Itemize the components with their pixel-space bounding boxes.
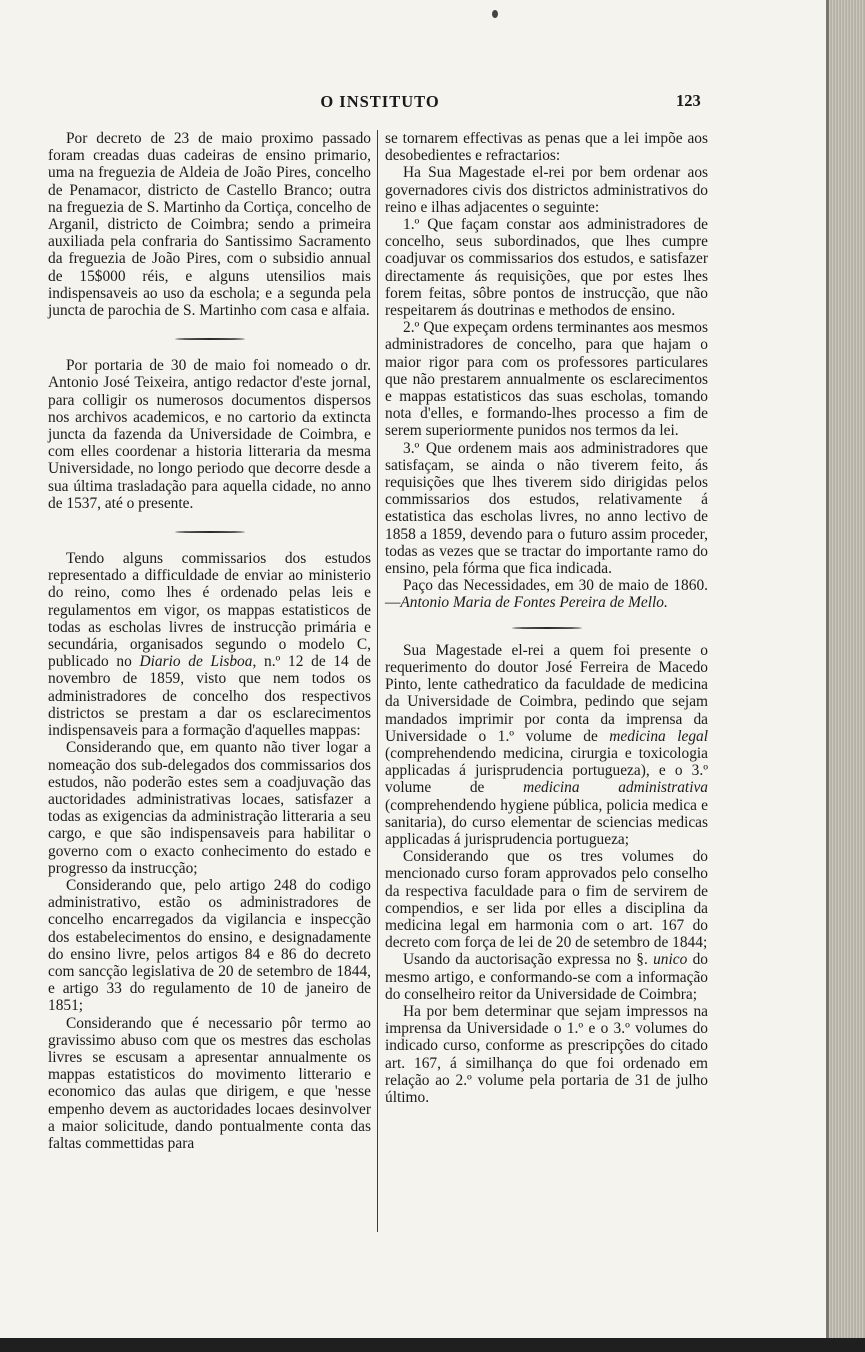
paragraph-considerando-volumes: Considerando que os tres volumes do mencionado curso foram approvados pelo conselho da respectiva faculdade para o fim de servirem de compendios, e ser lida por elles a disciplina da medicina legal em harmonia com o art. 167 do decreto com força de lei de 20 de setembro de 1844; xyxy=(385,848,708,952)
paragraph-commissarios: Tendo alguns commissarios dos estudos representado a difficuldade de enviar ao ministerio do reino, como lhes é ordenado pelas leis e regulamentos em vigor, os mappas estatisticos de todas as escholas livres de instrucção primária e secundária, organisados segundo o modelo C, publicado no Diario de Lisboa, n.º 12 de 14 de novembro de 1859, visto que nem todos os administradores de concelho dos respectivos districtos se prestam a dar os esclarecimentos indispensaveis para a formação d'aquelles mappas: xyxy=(48,550,371,740)
section-separator xyxy=(48,512,371,550)
paragraph-item-1: 1.º Que façam constar aos administradores de concelho, seus subordinados, que lhes cumpre coadjuvar os commissarios dos estudos, e satisfazer directamente ás requisições, que por estes lhes forem feitas, sôbre pontos de instrucção, que não respeitarem ás doutrinas e methodos de ensino. xyxy=(385,216,708,320)
paragraph-decreto: Por decreto de 23 de maio proximo passado foram creadas duas cadeiras de ensino primario, uma na freguezia de Aldeia de João Pires, concelho de Penamacor, districto de Castello Branco; outra na freguezia de S. Martinho da Cortiça, concelho de Arganil, districto de Coimbra; sendo a primeira auxiliada pela confraria do Santissimo Sacramento da freguezia de João Pires, com o subsidio annual de 15$000 réis, e alguns utensilios mais indispensaveis ao uso da eschola; e a segunda pela juncta de parochia de S. Martinho com casa e alfaia. xyxy=(48,130,371,320)
bottom-edge xyxy=(0,1338,865,1352)
paragraph-signature: Paço das Necessidades, em 30 de maio de 1860.—Antonio Maria de Fontes Pereira de Mello. xyxy=(385,577,708,612)
paragraph-portaria: Por portaria de 30 de maio foi nomeado o dr. Antonio José Teixeira, antigo redactor d'este jornal, para colligir os numerosos documentos dispersos nos archivos academicos, e no cartorio da extincta juncta da fazenda da Universidade de Coimbra, e com elles coordenar a historia litteraria da mesma Universidade, no longo periodo que decorre desde a sua última trasladação para aquella cidade, no anno de 1537, até o presente. xyxy=(48,357,371,512)
paragraph-determinar: Ha por bem determinar que sejam impressos na imprensa da Universidade o 1.º e o 3.º volumes do indicado curso, conforme as prescripções do citado art. 167, á similhança do que foi ordenado em relação ao 2.º volume pela portaria de 31 de julho último. xyxy=(385,1002,708,1106)
paragraph-item-2: 2.º Que expeçam ordens terminantes aos mesmos administradores de concelho, para que hajam o maior rigor para com os professores particulares que não prestarem annualmente os esclarecimentos e mappas estatisticos das suas escholas, tomando nota d'elles, e formando-lhes processo a fim de serem superiormente punidos nos termos da lei. xyxy=(385,319,708,440)
section-separator xyxy=(48,319,371,357)
paragraph-auctorisacao: Usando da auctorisação expressa no §. unico do mesmo artigo, e conformando-se com a informação do conselheiro reitor da Universidade de Coimbra; xyxy=(385,951,708,1003)
paragraph-considerando-1: Considerando que, em quanto não tiver logar a nomeação dos sub-delegados dos commissarios dos estudos, não poderão estes sem a coadjuvação das auctoridades administrativas locaes, satisfazer a todas as exigencias da administração litteraria a seu cargo, e que são indispensaveis para habilitar o governo com o exacto conhecimento do estado e progresso da instrucção; xyxy=(48,739,371,877)
paragraph-considerando-2: Considerando que, pelo artigo 248 do codigo administrativo, estão os administradores de concelho encarregados da vigilancia e inspecção dos estabelecimentos do ensino, e designadamente do ensino livre, pelos artigos 84 e 86 do decreto com sancção legislativa de 20 de setembro de 1844, e artigo 33 do regulamento de 10 de janeiro de 1851; xyxy=(48,876,371,1015)
book-page-stack xyxy=(829,0,865,1352)
page-number: 123 xyxy=(676,91,701,110)
unico-word: unico xyxy=(653,951,688,969)
paragraph-continuation: se tornarem effectivas as penas que a lei impõe aos desobedientes e refractarios: xyxy=(385,130,708,165)
medicina-administrativa-title: medicina administrativa xyxy=(523,779,709,797)
section-separator xyxy=(385,612,708,642)
left-column xyxy=(48,130,371,1152)
paragraph-requerimento: Sua Magestade el-rei a quem foi presente o requerimento do doutor José Ferreira de Macedo Pinto, lente cathedratico da faculdade de medicina da Universidade de Coimbra, pedindo que sejam mandados imprimir por conta da imprensa da Universidade o 1.º volume de medicina legal (comprehendendo medicina, cirurgia e toxicologia applicadas á jurisprudencia portugueza), e o 3.º volume de medicina administrativa (comprehendendo hygiene pública, policia medica e sanitaria), do curso elementar de sciencias medicas applicadas á jurisprudencia portugueza; xyxy=(385,641,709,848)
medicina-legal-title: medicina legal xyxy=(609,727,708,745)
right-column xyxy=(385,130,708,1106)
paragraph-item-3: 3.º Que ordenem mais aos administradores que satisfaçam, se ainda o não tiverem feito, ás requisições que lhes tiverem sido dirigidas pelos commissarios dos estudos, relativamente á estatistica das escholas livres, no anno lectivo de 1858 a 1859, devendo para o futuro assim proceder, todas as vezes que se tractar do importante ramo do ensino, pela fórma que fica indicada. xyxy=(385,439,708,578)
signatory-name: Antonio Maria de Fontes Pereira de Mello. xyxy=(400,594,668,612)
diario-title: Diario de Lisboa xyxy=(139,653,253,671)
paragraph-ordenar: Ha Sua Magestade el-rei por bem ordenar aos governadores civis dos districtos administrativos do reino e ilhas adjacentes o seguinte: xyxy=(385,164,708,216)
ink-spot xyxy=(492,10,498,18)
paragraph-considerando-3: Considerando que é necessario pôr termo ao gravissimo abuso com que os mestres das escholas livres se escusam a apresentar annualmente os mappas estatisticos do movimento litterario e economico das aulas que dirigem, e que 'nesse empenho devem as auctoridades locaes desinvolver a maior solicitude, dando pontualmente conta das faltas commettidas para xyxy=(48,1014,371,1152)
column-rule xyxy=(377,130,378,1232)
running-head-title: O INSTITUTO xyxy=(320,92,440,111)
